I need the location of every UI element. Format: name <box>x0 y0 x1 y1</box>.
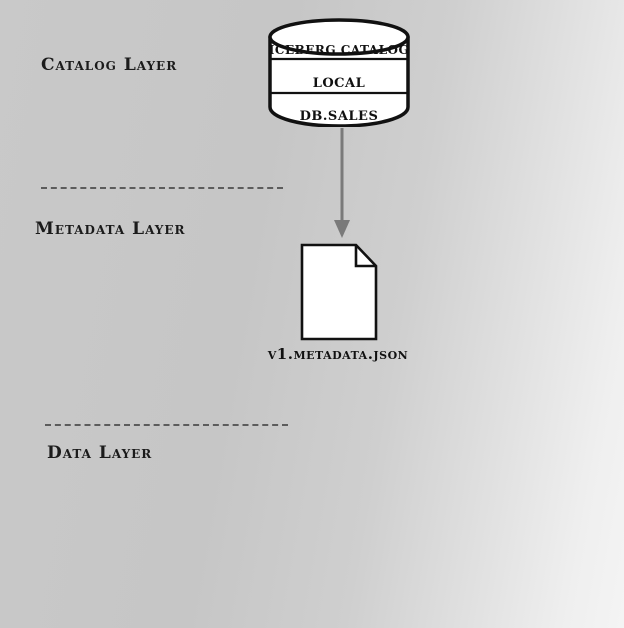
metadata-file-icon <box>300 243 378 341</box>
iceberg-catalog-node <box>265 17 413 127</box>
divider-metadata-data <box>45 424 288 426</box>
catalog-node-title: ICEBERG CATALOG <box>268 43 410 57</box>
metadata-layer-label: Metadata Layer <box>35 219 186 239</box>
data-layer-label: Data Layer <box>47 443 153 463</box>
catalog-node-table: DB.SALES <box>299 109 379 124</box>
catalog-node-namespace: LOCAL <box>312 76 366 91</box>
catalog-layer-label: Catalog Layer <box>41 55 178 75</box>
catalog-to-metadata-arrow <box>322 128 362 240</box>
divider-catalog-metadata <box>41 187 283 189</box>
metadata-file-label: v1.metadata.json <box>267 345 409 363</box>
